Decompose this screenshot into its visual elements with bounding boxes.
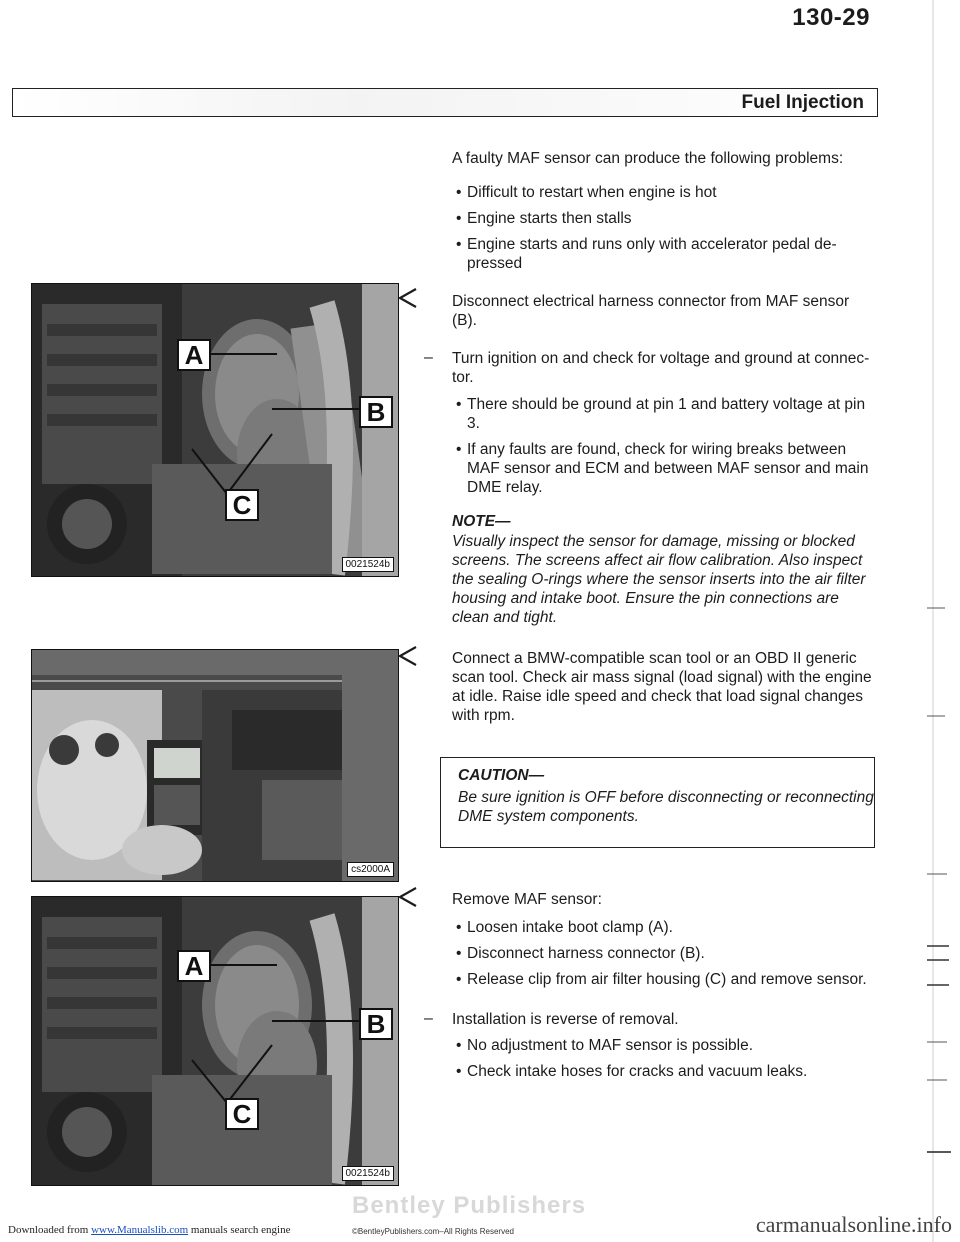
note-text: Visually inspect the sensor for damage, missing or blocked xyxy=(452,533,855,550)
left-arrow-icon xyxy=(396,287,418,309)
figure-code: 0021524b xyxy=(342,557,395,572)
step3-bullet: • Loosen intake boot clamp (A). xyxy=(456,919,673,936)
step2-instruction: with rpm. xyxy=(452,707,515,724)
step1-bullet: • If any faults are found, check for wiring breaks between xyxy=(456,441,847,458)
step3-installation: Installation is reverse of removal. xyxy=(452,1011,679,1028)
intro-lead: A faulty MAF sensor can produce the following problems: xyxy=(452,150,844,167)
step3-note: • No adjustment to MAF sensor is possible. xyxy=(456,1037,754,1054)
note-text: housing and intake boot. Ensure the pin connections are xyxy=(452,590,839,607)
site-credit[interactable]: carmanualsonline.info xyxy=(755,1212,952,1237)
photo-scan-tool xyxy=(31,649,399,882)
intro-bullet: • Engine starts then stalls xyxy=(456,210,632,227)
step1-bullet-continued: MAF sensor and ECM and between MAF sensor and main xyxy=(467,460,869,477)
step1-check: Turn ignition on and check for voltage and ground at connec- xyxy=(452,350,870,367)
caution-text: DME system components. xyxy=(458,808,639,825)
callout-a: A xyxy=(177,339,211,371)
figure-code: cs2000A xyxy=(347,862,394,877)
note-text: clean and tight. xyxy=(452,609,558,626)
intro-bullet: • Difficult to restart when engine is hot xyxy=(456,184,717,201)
step1-instruction: Disconnect electrical harness connector from MAF sensor xyxy=(452,293,850,310)
publisher-watermark: Bentley Publishers xyxy=(352,1192,587,1219)
step1-check-continued: tor. xyxy=(452,369,474,386)
step3-lead: Remove MAF sensor: xyxy=(452,891,602,908)
step3-bullet: • Release clip from air filter housing (C) and remove sensor. xyxy=(456,971,867,988)
intro-bullet-continued: pressed xyxy=(467,255,523,272)
dash-marker: – xyxy=(424,1010,433,1027)
step2-instruction: Connect a BMW-compatible scan tool or an OBD II generic xyxy=(452,650,857,667)
scan-tool-illustration xyxy=(32,650,399,882)
photo-maf-removal xyxy=(31,896,399,1186)
callout-c: C xyxy=(225,1098,259,1130)
step1-bullet: • There should be ground at pin 1 and battery voltage at pin xyxy=(456,396,866,413)
page-number: 130-29 xyxy=(792,4,870,31)
margin-ruler xyxy=(925,0,955,1242)
engine-bay-illustration xyxy=(32,284,399,577)
download-credit: Downloaded from www.Manualslib.com manuals search engine xyxy=(8,1224,291,1236)
step1-bullet-continued: DME relay. xyxy=(467,479,543,496)
caution-label: CAUTION— xyxy=(458,767,545,784)
manualslib-link[interactable]: www.Manualslib.com xyxy=(91,1224,189,1236)
step1-bullet-continued: 3. xyxy=(467,415,480,432)
step1-instruction-continued: (B). xyxy=(452,312,477,329)
dash-marker: – xyxy=(424,349,433,366)
note-label: NOTE— xyxy=(452,513,511,530)
engine-bay-illustration xyxy=(32,897,399,1186)
figure-code: 0021524b xyxy=(342,1166,395,1181)
callout-c: C xyxy=(225,489,259,521)
note-text: the sealing O-rings where the sensor inserts into the air filter xyxy=(452,571,866,588)
section-title: Fuel Injection xyxy=(741,92,864,113)
step2-instruction: at idle. Raise idle speed and check that load signal changes xyxy=(452,688,864,705)
left-arrow-icon xyxy=(396,886,418,908)
callout-b: B xyxy=(359,396,393,428)
callout-b: B xyxy=(359,1008,393,1040)
step3-bullet: • Disconnect harness connector (B). xyxy=(456,945,705,962)
step3-note: • Check intake hoses for cracks and vacuum leaks. xyxy=(456,1063,808,1080)
note-text: screens. The screens affect air flow calibration. Also inspect xyxy=(452,552,863,569)
callout-a: A xyxy=(177,950,211,982)
intro-bullet: • Engine starts and runs only with accelerator pedal de- xyxy=(456,236,837,253)
caution-text: Be sure ignition is OFF before disconnecting or reconnecting xyxy=(458,789,874,806)
photo-maf-sensor-location xyxy=(31,283,399,577)
step2-instruction: scan tool. Check air mass signal (load signal) with the engine xyxy=(452,669,872,686)
left-arrow-icon xyxy=(396,645,418,667)
copyright-line: ©BentleyPublishers.com–All Rights Reserved xyxy=(352,1227,514,1236)
